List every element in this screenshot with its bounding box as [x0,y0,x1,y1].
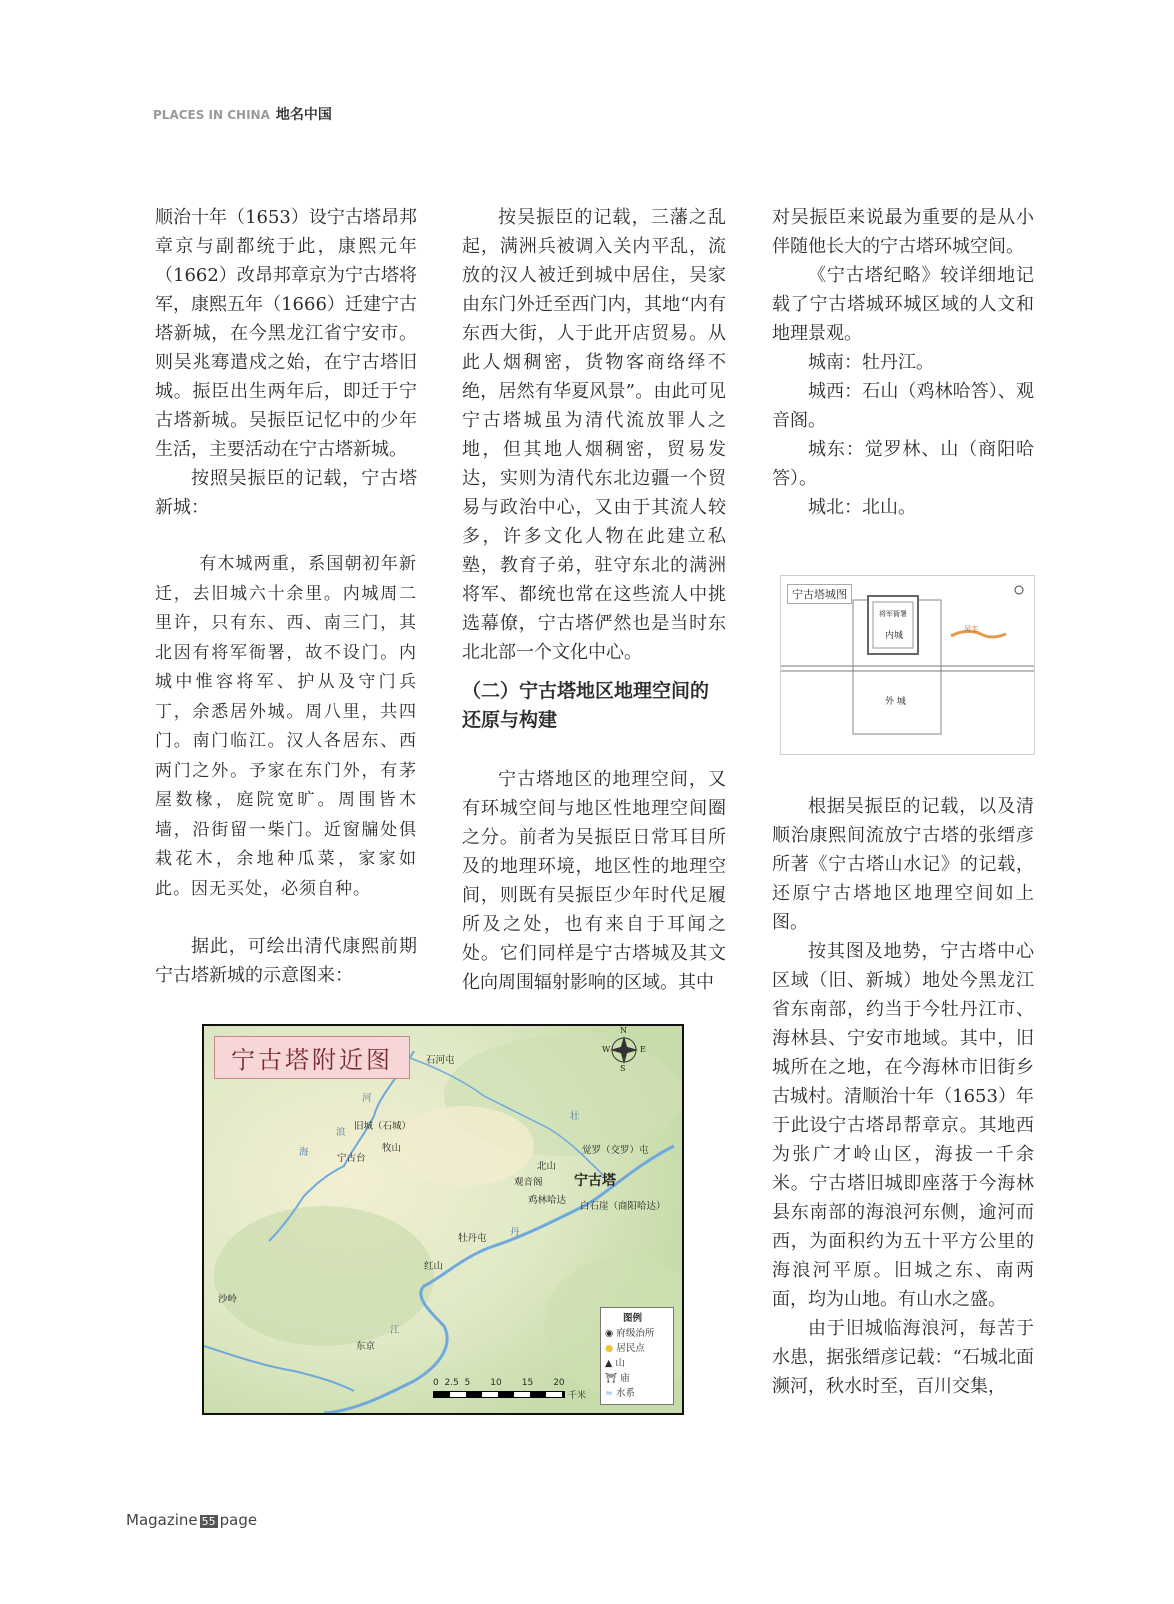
column-3 [772,203,1034,1401]
col3-west: 城西：石山（鸡林哈答）、观音阁。 [772,381,1034,431]
legend-temple-icon: ⛩ [605,1373,618,1384]
map-label-zhuang: 壮 [570,1111,580,1122]
section-heading-line-1: （二）宁古塔地区地理空间的 [462,680,710,702]
legend-mountain-icon: ▲ [605,1358,613,1369]
map-label-dongjing: 东京 [356,1341,376,1352]
legend-settlement-icon: ● [605,1343,614,1354]
legend-item: 府级治所 [616,1328,655,1339]
map-label-hongshan: 红山 [424,1261,444,1272]
page-footer [126,1511,257,1529]
column-1 [155,203,417,990]
scale-unit: 千米 [568,1391,587,1401]
map-label-jiucheng: 旧城（石城） [354,1121,412,1132]
compass-w: W [602,1045,611,1054]
section-heading [462,677,726,735]
legend-seat-icon: ◉ [605,1328,614,1339]
city-map-figure [780,575,1035,755]
col3-south: 城南：牡丹江。 [808,352,934,373]
legend-title: 图例 [623,1313,643,1324]
map-label-baishiya: 白石崖（商阳哈达） [580,1201,666,1212]
region-map-title: 宁古塔附近图 [214,1036,410,1079]
map-label-shihetun: 石河屯 [426,1055,455,1066]
legend-water-icon: ≈ [605,1388,613,1399]
compass-n: N [620,1026,627,1035]
map-scale-bar [433,1378,586,1401]
map-label-hai: 海 [299,1147,309,1158]
column-2 [462,203,726,997]
col2-paragraph-1: 按吴振臣的记载，三藩之乱起，满洲兵被调入关内平乱，流放的汉人被迁到城中居住，吴家由东门外迁至西门内，其地“内有东西大街，人于此开店贸易。从此人烟稠密，货物客商络绎不绝，居然有华夏风景”。由此可见宁古塔城虽为清代流放罪人之地，但其地人烟稠密，贸易发达，实则为清代东北边疆一个贸易与政治中心，又由于其流人较多，许多文化人物在此建立私塾，教育子弟，驻守东北的满洲将军、都统也常在这些流人中挑选幕僚，宁古塔俨然也是当时东北北部一个文化中心。 [462,207,726,663]
header-en: PLACES IN CHINA [153,108,270,122]
col1-paragraph-3: 据此，可绘出清代康熙前期宁古塔新城的示意图来： [155,936,417,986]
map-legend [600,1307,674,1405]
header-cn: 地名中国 [275,107,332,123]
col3-paragraph-5: 由于旧城临海浪河，每苦于水患，据张缙彦记载：“石城北面濒河，秋水时至，百川交集， [772,1318,1034,1397]
map-label-guanyinge: 观音阁 [514,1177,543,1188]
col2-paragraph-2: 宁古塔地区的地理空间，又有环城空间与地区性地理空间圈之分。前者为吴振臣日常耳目所及的地理环境，地区性的地理空间，则既有吴振臣少年时代足履所及之处，也有来自于耳闻之处。它们同样是宁古塔城及其文化向周围辐射影响的区域。其中 [462,769,726,993]
city-map-inner-label: 内城 [885,631,904,641]
map-label-lang: 浪 [336,1127,346,1138]
compass-s: S [620,1064,626,1073]
col3-paragraph-3: 根据吴振臣的记载，以及清顺治康熙间流放宁古塔的张缙彦所著《宁古塔山水记》的记载，还原宁古塔地区地理空间如上图。 [772,796,1034,933]
map-label-shaling: 沙岭 [218,1294,238,1305]
map-label-dan: 丹 [510,1227,520,1238]
col3-paragraph-1: 对吴振臣来说最为重要的是从小伴随他长大的宁古塔环城空间。 [772,207,1034,257]
city-map-yamen-label: 将军衙署 [879,610,907,618]
map-label-mushan: 牧山 [382,1143,402,1154]
col1-paragraph-1: 顺治十年（1653）设宁古塔昂邦章京与副都统于此，康熙元年（1662）改昂邦章京为宁古塔将军，康熙五年（1666）迁建宁古塔新城，在今黑龙江省宁安市。则吴兆骞遣戍之始，在宁古塔旧城。振臣出生两年后，即迁于宁古塔新城。吴振臣记忆中的少年生活，主要活动在宁古塔新城。 [155,207,417,460]
city-map-east-label: 吴宅 [964,625,978,633]
col3-east: 城东：觉罗林、山（商阳哈答）。 [772,439,1034,489]
map-label-jiang: 江 [390,1325,400,1336]
compass-e: E [640,1045,646,1054]
region-map-figure [202,1024,684,1415]
map-label-he: 河 [362,1093,372,1104]
section-heading-line-2: 还原与构建 [462,709,558,731]
footer-page-number: 55 [201,1515,216,1528]
legend-item: 山 [615,1358,625,1369]
map-label-ningguta: 宁古塔 [574,1173,616,1189]
map-label-beishan: 北山 [537,1161,557,1172]
city-map-title: 宁古塔城图 [787,584,852,604]
col1-paragraph-2: 按照吴振臣的记载，宁古塔新城： [155,468,417,518]
scale-ticks: 0 2.5 5 10 15 20 [433,1378,565,1388]
legend-item: 居民点 [616,1343,645,1354]
footer-magazine: Magazine [126,1511,198,1529]
city-map-outer-label: 外 城 [885,697,906,707]
running-header [153,104,332,124]
legend-item: 水系 [616,1388,636,1399]
map-label-ningguta-tai: 宁古台 [337,1153,366,1164]
map-label-mudantun: 牡丹屯 [458,1233,487,1244]
col3-paragraph-4: 按其图及地势，宁古塔中心区域（旧、新城）地处今黑龙江省东南部，约当于今牡丹江市、海林县、宁安市地域。其中，旧城所在之地，在今海林市旧街乡古城村。清顺治十年（1653）年于此设宁古塔昂帮章京。其地西为张广才岭山区，海拔一千余米。宁古塔旧城即座落于今海林县东南部的海浪河东侧，逾河而西，为面积约为五十平方公里的海浪河平原。旧城之东、南两面，均为山地。有山水之盛。 [772,941,1034,1310]
quote-text: 有木城两重，系国朝初年新迁，去旧城六十余里。内城周二里许，只有东、西、南三门，其北因有将军衙署，故不设门。内城中惟容将军、护从及守门兵丁，余悉居外城。周八里，共四门。南门临江。汉人各居东、西两门之外。予家在东门外，有茅屋数椽，庭院宽旷。周围皆木墙，沿街留一柴门。近窗牖处俱栽花木，余地种瓜菜，家家如此。因无买处，必须自种。 [155,554,417,899]
col1-quote [155,550,417,904]
footer-page-word: page [219,1511,258,1529]
legend-item: 庙 [620,1373,630,1384]
map-label-jilin: 鸡林哈达 [528,1195,567,1206]
col3-north: 城北：北山。 [808,497,916,518]
map-label-jueluo: 觉罗（交罗）屯 [582,1145,649,1156]
col3-paragraph-2: 《宁古塔纪略》较详细地记载了宁古塔城环城区域的人文和地理景观。 [772,265,1034,344]
